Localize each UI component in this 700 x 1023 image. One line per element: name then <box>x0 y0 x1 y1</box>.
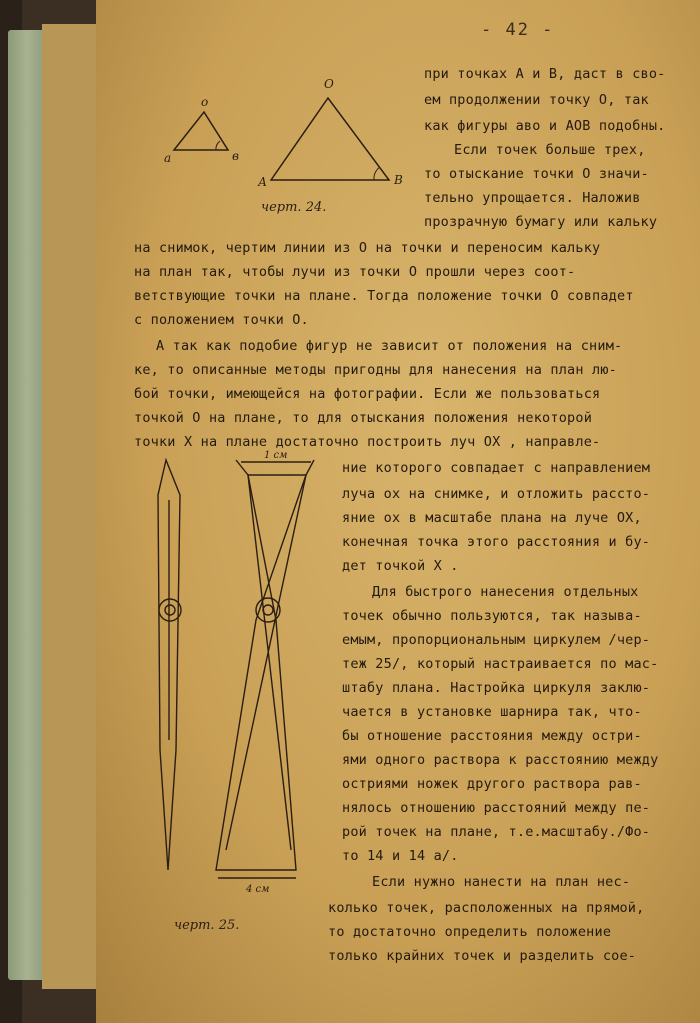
text-line: бы отношение расстояния между остри- <box>342 728 642 744</box>
label-v-large: В <box>394 173 403 187</box>
text-line: только крайних точек и разделить сое- <box>328 948 637 964</box>
text-line: Если нужно нанести на план нес- <box>372 874 631 890</box>
text-line: то достаточно определить положение <box>328 924 612 940</box>
text-line: нялось отношению расстояний между пе- <box>342 800 651 816</box>
text-line: штабу плана. Настройка циркуля заклю- <box>342 680 651 696</box>
label-v-small: в <box>232 149 239 163</box>
text-line: как фигуры аво и АОВ подобны. <box>424 118 666 134</box>
text-line: тельно упрощается. Наложив <box>424 190 641 206</box>
text-line: колько точек, расположенных на прямой, <box>328 900 645 916</box>
text-line: то 14 и 14 а/. <box>342 848 459 864</box>
text-line: Для быстрого нанесения отдельных <box>372 584 639 600</box>
label-bottom-cm: 4 см <box>246 884 270 895</box>
label-top-cm: 1 см <box>264 450 288 461</box>
book-cover-edge <box>8 30 46 980</box>
text-line: луча ох на снимке, и отложить рассто- <box>342 486 651 502</box>
text-line: яние ох в масштабе плана на луче ОХ, <box>342 510 642 526</box>
text-line: ние которого совпадает с направлением <box>342 460 651 476</box>
text-line: ем продолжении точку О, так <box>424 92 649 108</box>
page-stack-edge <box>42 24 102 989</box>
text-line: бой точки, имеющейся на фотографии. Если же пользоваться <box>134 386 601 402</box>
text-line: теж 25/, который настраивается по мас- <box>342 656 659 672</box>
label-o-small: о <box>201 95 209 109</box>
text-line: точек обычно пользуются, так называ- <box>342 608 642 624</box>
text-line: с положением точки О. <box>134 312 309 328</box>
text-line: чается в установке шарнира так, что- <box>342 704 642 720</box>
text-line: остриями ножек другого раствора рав- <box>342 776 642 792</box>
text-line: ке, то описанные методы пригодны для нанесения на план лю- <box>134 362 618 378</box>
figure-25-proportional-compass <box>136 450 336 930</box>
text-line: А так как подобие фигур не зависит от положения на сним- <box>156 338 623 354</box>
document-page <box>96 0 700 1023</box>
text-line: на план так, чтобы лучи из точки О прошли через соот- <box>134 264 576 280</box>
text-line: рой точек на плане, т.е.масштабу./Фо- <box>342 824 651 840</box>
text-line: точки Х на плане достаточно построить луч ОХ , направле- <box>134 434 601 450</box>
text-line: на снимок, чертим линии из О на точки и переносим кальку <box>134 240 601 256</box>
text-line: ветствующие точки на плане. Тогда положение точки О совпадет <box>134 288 634 304</box>
text-line: ями одного раствора к расстоянию между <box>342 752 659 768</box>
text-line: прозрачную бумагу или кальку <box>424 214 658 230</box>
text-line: при точках А и В, даст в сво- <box>424 66 666 82</box>
label-o-large: О <box>324 77 334 91</box>
text-line: емым, пропорциональным циркулем /чер- <box>342 632 651 648</box>
text-line: точкой О на плане, то для отыскания положения некоторой <box>134 410 593 426</box>
label-a-large: А <box>258 175 268 189</box>
text-line: дет точкой Х . <box>342 558 459 574</box>
figure-25-caption: черт. 25. <box>174 918 240 933</box>
figure-24-triangles <box>156 70 416 190</box>
text-line: конечная точка этого расстояния и бу- <box>342 534 651 550</box>
label-a-small: а <box>164 151 172 165</box>
text-line: то отыскание точки О значи- <box>424 166 649 182</box>
figure-24-caption: черт. 24. <box>261 200 327 215</box>
page-number: - 42 - <box>481 20 555 40</box>
small-triangle <box>174 112 228 150</box>
large-triangle <box>271 98 389 180</box>
text-line: Если точек больше трех, <box>454 142 646 158</box>
